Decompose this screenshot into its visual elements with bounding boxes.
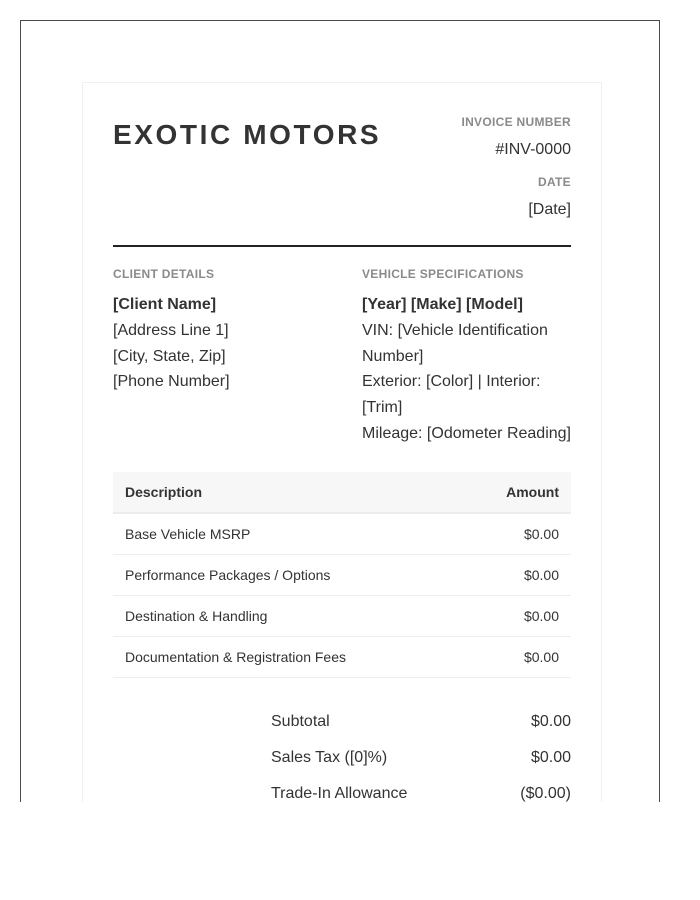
amount-column-header: Amount	[462, 472, 571, 513]
line-item-amount: $0.00	[462, 596, 571, 637]
vehicle-specifications-label: VEHICLE SPECIFICATIONS	[362, 267, 524, 281]
client-address: [Address Line 1]	[113, 321, 229, 339]
vehicle-year-make-model: [Year] [Make] [Model]	[362, 296, 523, 313]
trade-in-label: Trade-In Allowance	[271, 785, 408, 802]
table-row	[113, 637, 571, 678]
client-name: [Client Name]	[113, 296, 217, 313]
table-row	[113, 555, 571, 596]
client-details-section	[113, 267, 343, 395]
line-item-description: Destination & Handling	[113, 596, 462, 637]
sales-tax-value: $0.00	[530, 749, 571, 766]
client-details-lines	[113, 292, 343, 395]
line-item-description: Documentation & Registration Fees	[113, 637, 462, 678]
client-phone: [Phone Number]	[113, 373, 230, 391]
vehicle-exterior-line-1: Exterior: [Color] | Interior:	[362, 373, 541, 391]
document-page	[20, 20, 660, 802]
line-item-description: Base Vehicle MSRP	[113, 513, 462, 555]
vehicle-specifications-section	[362, 267, 574, 447]
date-value: [Date]	[528, 201, 571, 218]
description-column-header: Description	[113, 472, 462, 513]
trade-in-row	[271, 783, 571, 802]
line-item-amount: $0.00	[462, 513, 571, 555]
subtotal-label: Subtotal	[271, 713, 330, 730]
line-item-amount: $0.00	[462, 555, 571, 596]
invoice-number-value: #INV-0000	[495, 141, 571, 158]
vehicle-vin-line-2: Number]	[362, 347, 424, 365]
line-item-description: Performance Packages / Options	[113, 555, 462, 596]
client-city-state-zip: [City, State, Zip]	[113, 347, 226, 365]
vehicle-mileage: Mileage: [Odometer Reading]	[362, 424, 571, 442]
table-header-row	[113, 472, 571, 513]
line-item-amount: $0.00	[462, 637, 571, 678]
company-name: EXOTIC MOTORS	[113, 119, 382, 150]
trade-in-value: ($0.00)	[520, 785, 571, 802]
invoice-card	[82, 82, 602, 802]
client-details-label: CLIENT DETAILS	[113, 267, 215, 281]
subtotal-value: $0.00	[530, 713, 571, 730]
sales-tax-label: Sales Tax ([0]%)	[271, 749, 388, 766]
sales-tax-row	[271, 747, 571, 783]
date-label: DATE	[538, 175, 571, 189]
subtotal-row	[271, 711, 571, 747]
vehicle-vin-line-1: VIN: [Vehicle Identification	[362, 321, 548, 339]
invoice-number-label: INVOICE NUMBER	[461, 115, 571, 129]
table-row	[113, 596, 571, 637]
vehicle-details-lines	[362, 292, 574, 447]
totals-section	[271, 711, 571, 802]
vehicle-exterior-line-2: [Trim]	[362, 399, 403, 417]
line-items-table	[113, 472, 571, 678]
table-row	[113, 513, 571, 555]
invoice-header	[113, 113, 571, 247]
